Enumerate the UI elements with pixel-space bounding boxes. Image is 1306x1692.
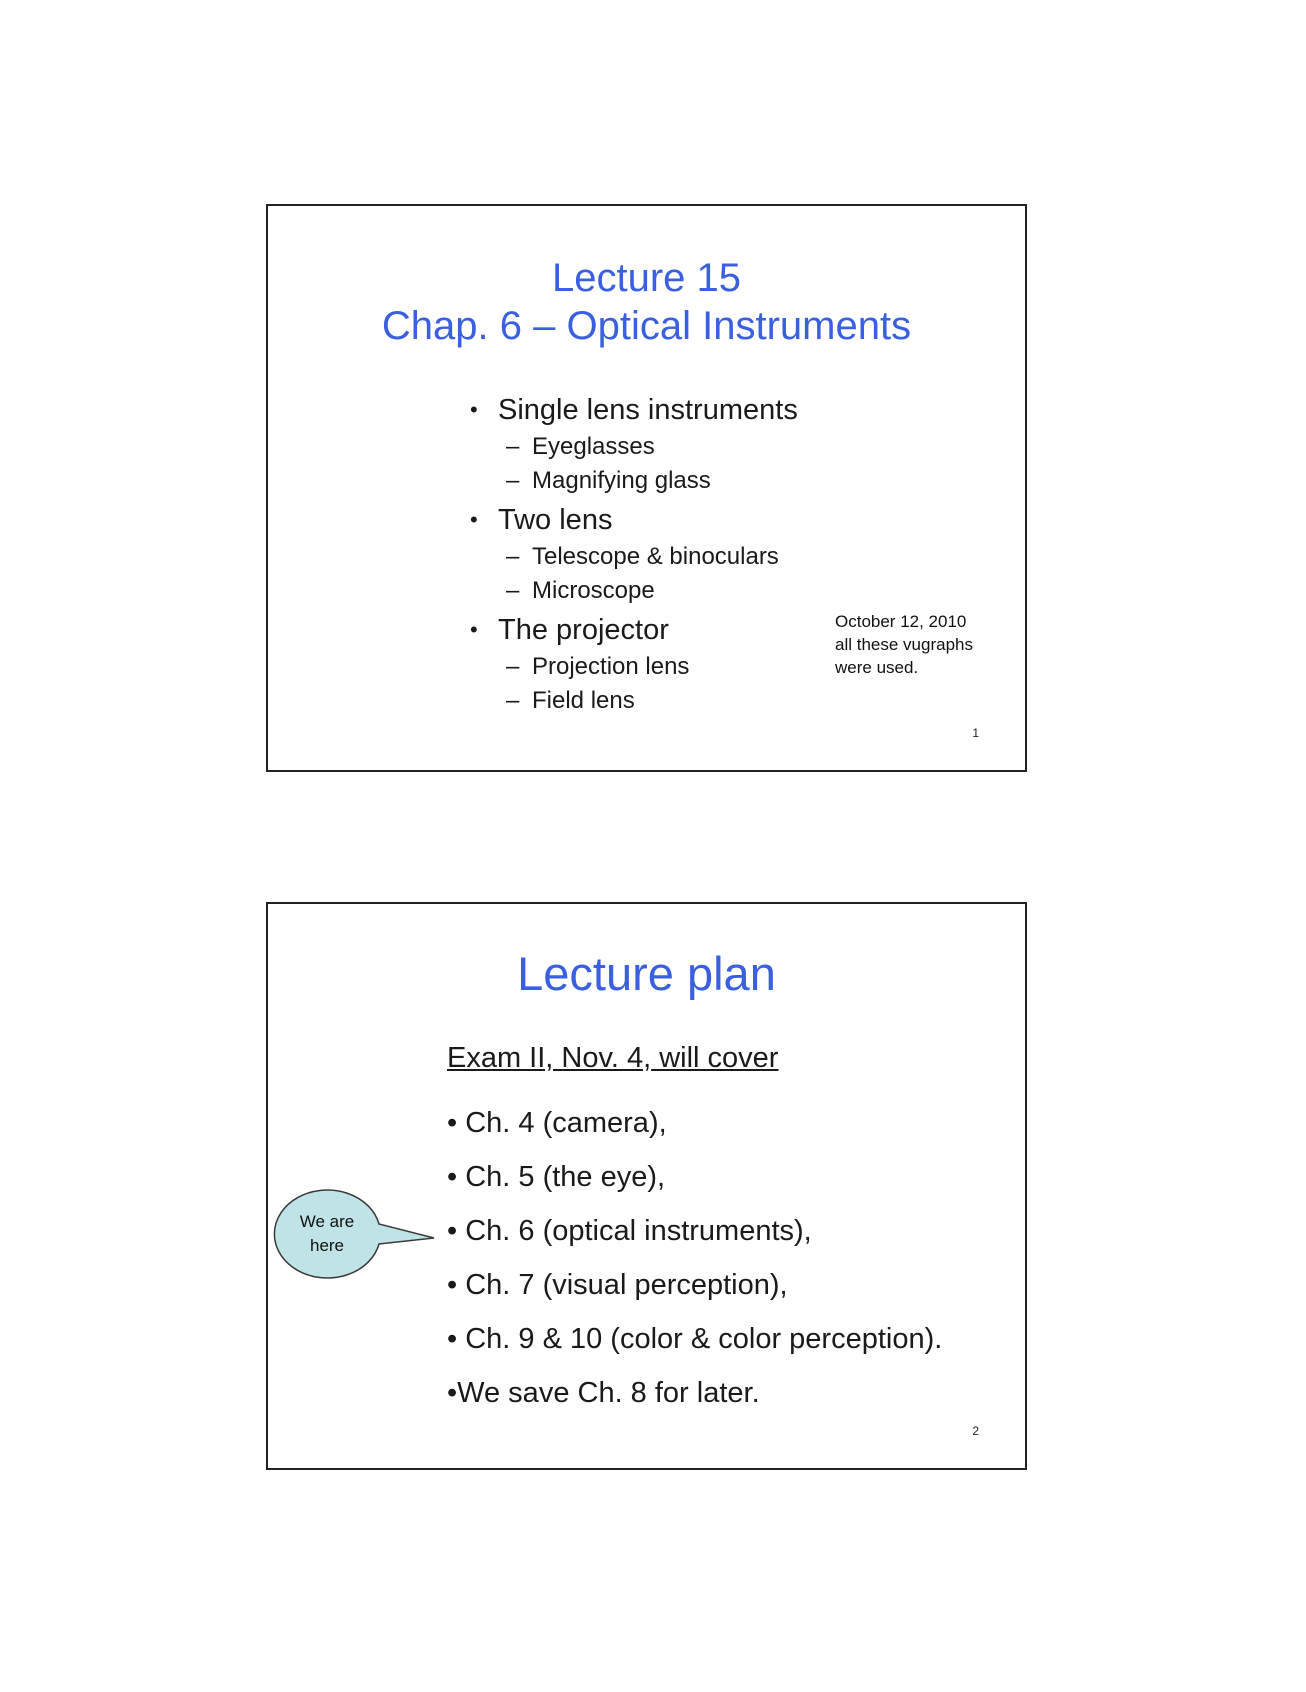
- callout-line: We are: [299, 1212, 355, 1231]
- slide-1: [266, 204, 1027, 772]
- sub-list-item: [498, 650, 798, 684]
- sub-item-label: Magnifying glass: [532, 467, 711, 494]
- list-item-label: Single lens instruments: [498, 394, 798, 426]
- sub-list-item: [498, 684, 798, 718]
- callout-text: [272, 1186, 382, 1282]
- dash-icon: –: [506, 467, 520, 494]
- slide-1-title-line-2: Chap. 6 – Optical Instruments: [381, 304, 912, 348]
- list-item: • Ch. 9 & 10 (color & color perception).: [447, 1323, 943, 1355]
- list-item: [470, 390, 798, 498]
- bullet-icon: •: [470, 507, 478, 532]
- slide-1-bullet-list: [470, 390, 798, 720]
- sub-item-label: Projection lens: [532, 653, 690, 680]
- date-note-line: all these vugraphs: [835, 635, 973, 654]
- list-item: • Ch. 6 (optical instruments),: [447, 1215, 812, 1247]
- sub-item-label: Field lens: [532, 687, 635, 714]
- sub-list-item: [498, 464, 798, 498]
- sub-list: [498, 430, 798, 498]
- date-note-line: were used.: [835, 658, 919, 677]
- dash-icon: –: [506, 543, 520, 570]
- slide-2: [266, 902, 1027, 1470]
- dash-icon: –: [506, 653, 520, 680]
- page-number: 1: [972, 726, 979, 740]
- dash-icon: –: [506, 577, 520, 604]
- dash-icon: –: [506, 433, 520, 460]
- date-note: [835, 610, 973, 679]
- bullet-icon: •: [470, 397, 478, 422]
- sub-item-label: Eyeglasses: [532, 433, 655, 460]
- date-note-line: October 12, 2010: [835, 612, 967, 631]
- list-item: [470, 500, 798, 608]
- chapter-list: [447, 1096, 942, 1420]
- list-item: • Ch. 7 (visual perception),: [447, 1269, 788, 1301]
- list-item-label: Two lens: [498, 504, 613, 536]
- list-item: • Ch. 4 (camera),: [447, 1107, 667, 1139]
- sub-list-item: [498, 430, 798, 464]
- list-item: •We save Ch. 8 for later.: [447, 1377, 760, 1409]
- list-item-label: The projector: [498, 614, 669, 646]
- callout-line: here: [309, 1236, 345, 1255]
- sub-item-label: Microscope: [532, 577, 655, 604]
- exam-heading: Exam II, Nov. 4, will cover: [447, 1042, 779, 1074]
- bullet-icon: •: [470, 617, 478, 642]
- list-item: • Ch. 5 (the eye),: [447, 1161, 666, 1193]
- sub-list-item: [498, 574, 798, 608]
- dash-icon: –: [506, 687, 520, 714]
- page-number: 2: [972, 1424, 979, 1438]
- sub-list-item: [498, 540, 798, 574]
- slide-2-title: Lecture plan: [517, 947, 776, 1000]
- sub-item-label: Telescope & binoculars: [532, 543, 779, 570]
- sub-list: [498, 540, 798, 608]
- list-item: [470, 610, 798, 718]
- speech-bubble-callout: [272, 1186, 442, 1282]
- sub-list: [498, 650, 798, 718]
- slide-1-title-line-1: Lecture 15: [551, 256, 742, 300]
